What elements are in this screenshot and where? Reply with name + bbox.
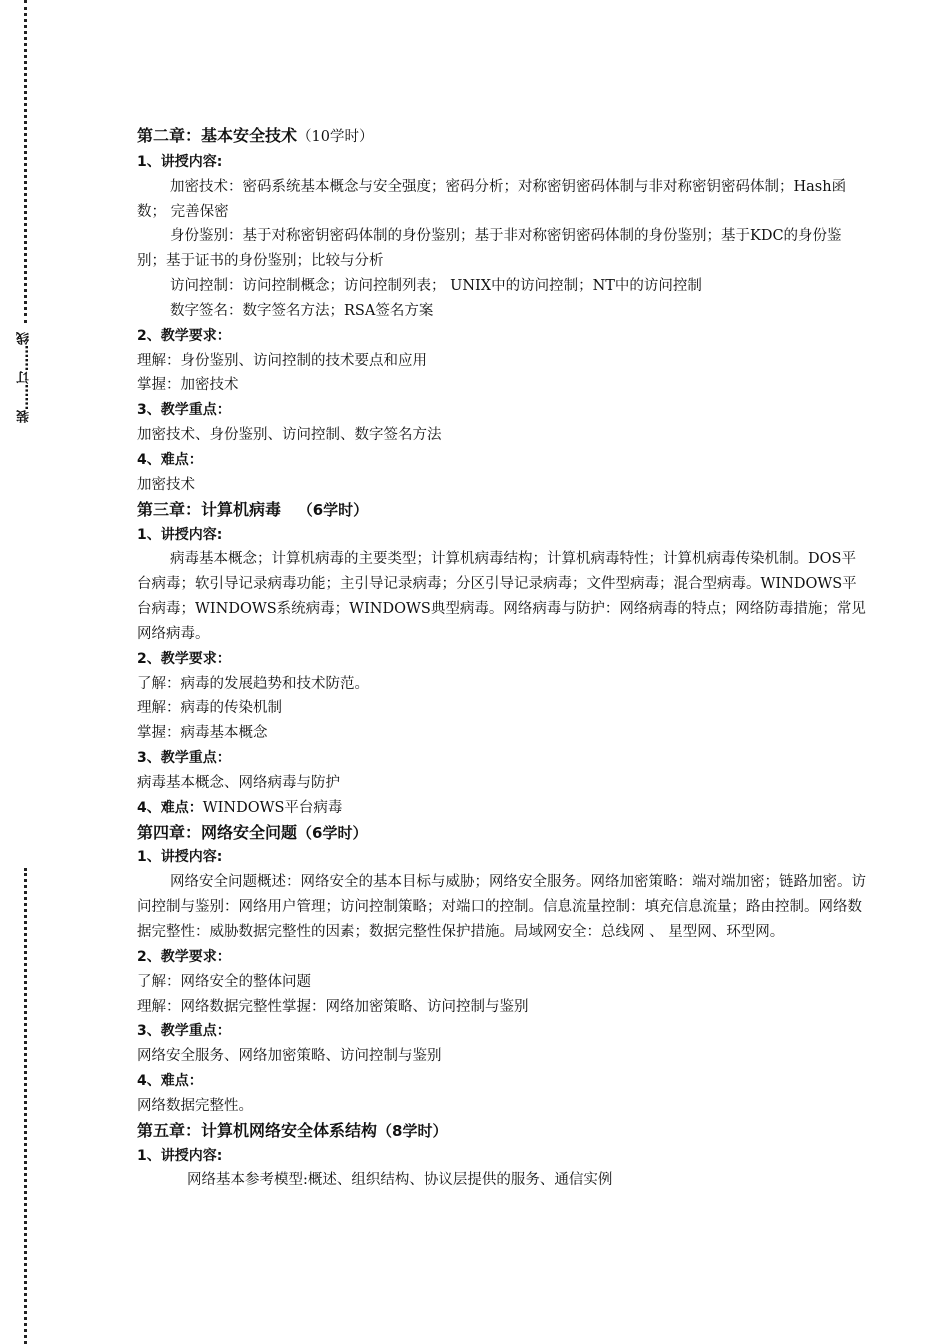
body-line: 加密技术、身份鉴别、访问控制、数字签名方法 [137,427,442,444]
chapter-title: 第三章：计算机病毒 （6学时） [137,499,369,519]
body-line: 掌握：病毒基本概念 [137,725,268,742]
binding-dotted-line-top [24,0,27,323]
body-line: 了解：网络安全的整体问题 [137,973,311,990]
chapter-title: 第二章：基本安全技术（10学时） [137,126,374,145]
section-heading: 2、教学要求： [137,650,231,667]
chapter-title: 第四章：网络安全问题（6学时） [137,822,368,842]
body-paragraph: 身份鉴别：基于对称密钥密码体制的身份鉴别；基于非对称密钥密码体制的身份鉴别；基于KDC的身份鉴别；基于证书的身份鉴别；比较与分析 [137,228,842,270]
section-heading: 4、难点： [137,451,203,468]
body-line [137,796,867,821]
section-heading: 4、难点： [137,1073,203,1090]
body-line: 理解：身份鉴别、访问控制的技术要点和应用 [137,352,427,369]
difficulty-text: WINDOWS平台病毒 [202,799,343,816]
binding-margin-label: 装……订……线 [16,330,36,425]
chapter-title: 第五章：计算机网络安全体系结构（8学时） [137,1120,448,1140]
section-heading: 3、教学重点： [137,402,231,419]
body-line: 掌握：加密技术 [137,377,239,394]
section-heading: 3、教学重点： [137,1023,231,1040]
chapter-hours: （10学时） [297,129,374,145]
body-line: 理解：病毒的传染机制 [137,700,282,717]
chapter-hours: （6学时） [297,823,368,842]
body-line: 网络数据完整性。 [137,1097,253,1114]
body-line: 病毒基本概念、网络病毒与防护 [137,774,340,791]
section-heading: 1、讲授内容: [137,526,223,543]
binding-dotted-line-bottom [24,868,27,1344]
body-line: 了解：病毒的发展趋势和技术防范。 [137,675,369,692]
body-paragraph: 网络基本参考模型:概述、组织结构、协议层提供的服务、通信实例 [187,1172,613,1189]
section-heading: 4、难点： [137,799,203,816]
body-line: 理解：网络数据完整性掌握：网络加密策略、访问控制与鉴别 [137,998,529,1015]
body-paragraph: 加密技术：密码系统基本概念与安全强度；密码分析；对称密钥密码体制与非对称密钥密码体制；Hash函数； 完善保密 [137,178,847,220]
syllabus-content [137,124,867,1193]
chapter-hours: （8学时） [377,1121,448,1140]
body-paragraph: 网络安全问题概述：网络安全的基本目标与威胁；网络安全服务。网络加密策略：端对端加密；链路加密。访问控制与鉴别：网络用户管理；访问控制策略；对端口的控制。信息流量控制：填充信息流量；路由控制。网络数据完整性：威胁数据完整性的因素；数据完整性保护措施。局域网安全：总线网 、 星型网、环型网。 [137,874,866,940]
chapter-hours: （6学时） [297,500,369,519]
section-heading: 3、教学重点： [137,750,231,767]
body-paragraph: 病毒基本概念；计算机病毒的主要类型；计算机病毒结构；计算机病毒特性；计算机病毒传染机制。DOS平台病毒；软引导记录病毒功能；主引导记录病毒；分区引导记录病毒；文件型病毒；混合型病毒。WINDOWS平台病毒；WINDOWS系统病毒；WINDOWS典型病毒。网络病毒与防护：网络病毒的特点；网络防毒措施；常见网络病毒。 [137,551,866,642]
section-heading: 2、教学要求： [137,948,231,965]
section-heading: 2、教学要求： [137,327,231,344]
section-heading: 1、讲授内容: [137,849,223,866]
body-line: 网络安全服务、网络加密策略、访问控制与鉴别 [137,1048,442,1065]
section-heading: 1、讲授内容: [137,1147,223,1164]
body-line: 加密技术 [137,476,195,493]
body-paragraph: 访问控制：访问控制概念；访问控制列表； UNIX中的访问控制；NT中的访问控制 [170,278,702,295]
section-heading: 1、讲授内容: [137,153,223,170]
body-paragraph: 数字签名：数字签名方法；RSA签名方案 [170,302,434,319]
